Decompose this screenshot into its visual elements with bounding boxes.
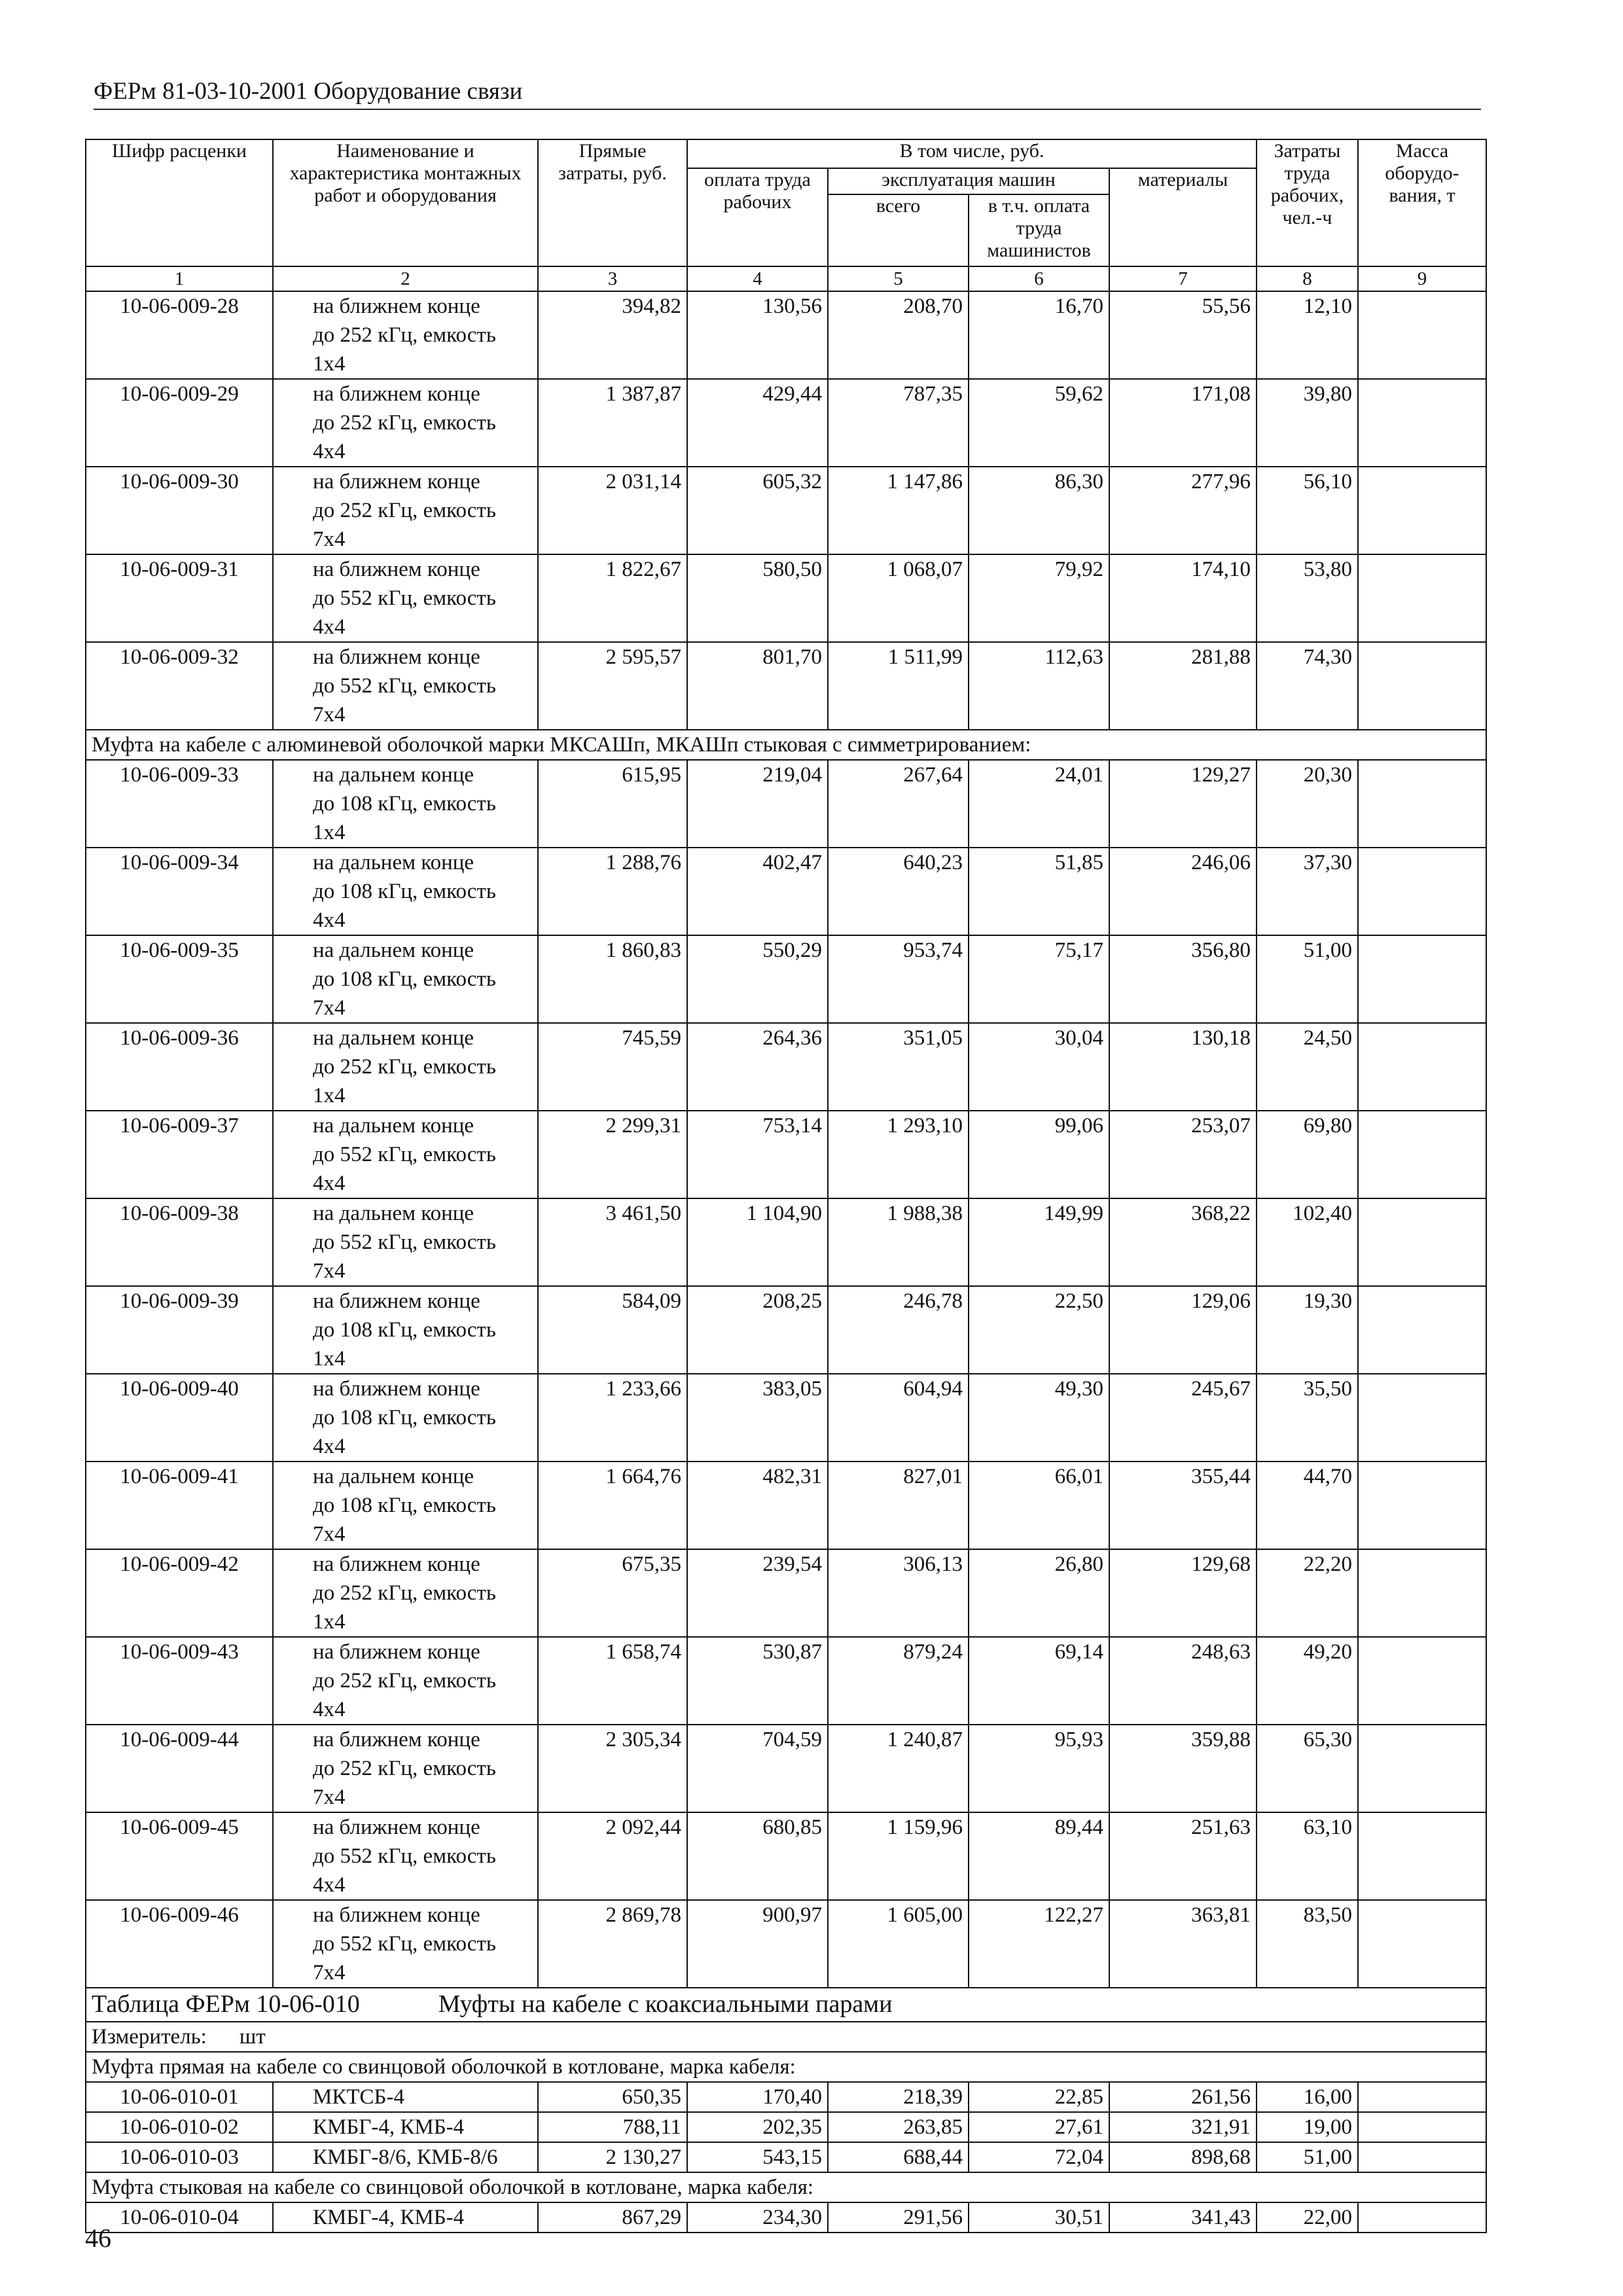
wages-cell: 170,40 (687, 2082, 828, 2112)
table-row (86, 1374, 1486, 1462)
machines-cell: 263,85 (828, 2112, 969, 2142)
header-wages: оплата труда рабочих (687, 168, 828, 266)
materials-cell: 898,68 (1109, 2142, 1257, 2172)
header-code: Шифр расценки (86, 139, 273, 266)
direct-costs-cell: 1 288,76 (538, 848, 687, 935)
machines-cell: 208,70 (828, 291, 969, 379)
materials-cell: 355,44 (1109, 1462, 1257, 1549)
wages-cell: 429,44 (687, 379, 828, 467)
rate-code-cell: 10-06-009-40 (86, 1374, 273, 1462)
rate-code-cell: 10-06-009-39 (86, 1286, 273, 1374)
materials-cell: 171,08 (1109, 379, 1257, 467)
labor-cell: 53,80 (1257, 554, 1358, 642)
table-row (86, 291, 1486, 379)
mass-cell (1358, 935, 1486, 1023)
machinist-wages-cell: 22,50 (969, 1286, 1109, 1374)
mass-cell (1358, 642, 1486, 730)
page-header (94, 76, 1481, 110)
rate-code-cell: 10-06-009-44 (86, 1725, 273, 1812)
header-machines: эксплуатация машин (828, 168, 1109, 194)
labor-cell: 51,00 (1257, 2142, 1358, 2172)
materials-cell: 281,88 (1109, 642, 1257, 730)
table-row (86, 935, 1486, 1023)
table-title-row (86, 1988, 1486, 2022)
measure-row (86, 2022, 1486, 2052)
wages-cell: 239,54 (687, 1549, 828, 1637)
mass-cell (1358, 1198, 1486, 1286)
wages-cell: 605,32 (687, 467, 828, 554)
mass-cell (1358, 1462, 1486, 1549)
machinist-wages-cell: 24,01 (969, 760, 1109, 848)
machines-cell: 306,13 (828, 1549, 969, 1637)
work-name-cell: на ближнем конце до 108 кГц, емкость 1х4 (273, 1286, 538, 1374)
labor-cell: 69,80 (1257, 1111, 1358, 1198)
machines-cell: 291,56 (828, 2202, 969, 2233)
machines-cell: 267,64 (828, 760, 969, 848)
mass-cell (1358, 291, 1486, 379)
labor-cell: 35,50 (1257, 1374, 1358, 1462)
mass-cell (1358, 467, 1486, 554)
mass-cell (1358, 2082, 1486, 2112)
table-row (86, 1637, 1486, 1725)
table-row (86, 2112, 1486, 2142)
mass-cell (1358, 1374, 1486, 1462)
header-direct-costs: Прямые затраты, руб. (538, 139, 687, 266)
machines-cell: 218,39 (828, 2082, 969, 2112)
direct-costs-cell: 1 860,83 (538, 935, 687, 1023)
labor-cell: 51,00 (1257, 935, 1358, 1023)
header-name: Наименование и характеристика монтажных работ и оборудования (273, 139, 538, 266)
wages-cell: 1 104,90 (687, 1198, 828, 1286)
table-row (86, 642, 1486, 730)
machinist-wages-cell: 49,30 (969, 1374, 1109, 1462)
rates-table (85, 139, 1487, 2233)
work-name-cell: на дальнем конце до 108 кГц, емкость 1х4 (273, 760, 538, 848)
table-row (86, 1111, 1486, 1198)
mass-cell (1358, 760, 1486, 848)
materials-cell: 174,10 (1109, 554, 1257, 642)
table-row (86, 760, 1486, 848)
machines-cell: 879,24 (828, 1637, 969, 1725)
labor-cell: 20,30 (1257, 760, 1358, 848)
wages-cell: 383,05 (687, 1374, 828, 1462)
work-name-cell: на ближнем конце до 108 кГц, емкость 4х4 (273, 1374, 538, 1462)
table-row (86, 2082, 1486, 2112)
machines-cell: 1 240,87 (828, 1725, 969, 1812)
machines-cell: 1 068,07 (828, 554, 969, 642)
machines-cell: 1 511,99 (828, 642, 969, 730)
wages-cell: 680,85 (687, 1812, 828, 1900)
wages-cell: 801,70 (687, 642, 828, 730)
table-row (86, 1900, 1486, 1988)
labor-cell: 39,80 (1257, 379, 1358, 467)
machinist-wages-cell: 30,51 (969, 2202, 1109, 2233)
direct-costs-cell: 1 387,87 (538, 379, 687, 467)
materials-cell: 368,22 (1109, 1198, 1257, 1286)
work-name-cell: на ближнем конце до 252 кГц, емкость 4х4 (273, 379, 538, 467)
machines-cell: 1 147,86 (828, 467, 969, 554)
machines-cell: 640,23 (828, 848, 969, 935)
wages-cell: 402,47 (687, 848, 828, 935)
machinist-wages-cell: 59,62 (969, 379, 1109, 467)
labor-cell: 44,70 (1257, 1462, 1358, 1549)
materials-cell: 248,63 (1109, 1637, 1257, 1725)
table-body (86, 291, 1486, 2233)
column-number: 2 (273, 266, 538, 291)
work-name-cell: на дальнем конце до 108 кГц, емкость 7х4 (273, 1462, 538, 1549)
work-name-cell: на ближнем конце до 552 кГц, емкость 4х4 (273, 1812, 538, 1900)
labor-cell: 37,30 (1257, 848, 1358, 935)
machinist-wages-cell: 22,85 (969, 2082, 1109, 2112)
labor-cell: 74,30 (1257, 642, 1358, 730)
work-name-cell: на ближнем конце до 252 кГц, емкость 1х4 (273, 291, 538, 379)
materials-cell: 130,18 (1109, 1023, 1257, 1111)
direct-costs-cell: 2 305,34 (538, 1725, 687, 1812)
rate-code-cell: 10-06-009-33 (86, 760, 273, 848)
direct-costs-cell: 745,59 (538, 1023, 687, 1111)
work-name-cell: КМБГ-4, КМБ-4 (273, 2112, 538, 2142)
column-number: 9 (1358, 266, 1486, 291)
work-name-cell: КМБГ-4, КМБ-4 (273, 2202, 538, 2233)
direct-costs-cell: 2 031,14 (538, 467, 687, 554)
table-row (86, 1286, 1486, 1374)
machines-cell: 1 293,10 (828, 1111, 969, 1198)
mass-cell (1358, 2112, 1486, 2142)
rate-code-cell: 10-06-010-03 (86, 2142, 273, 2172)
machines-cell: 688,44 (828, 2142, 969, 2172)
materials-cell: 277,96 (1109, 467, 1257, 554)
group-heading: Муфта стыковая на кабеле со свинцовой оболочкой в котловане, марка кабеля: (86, 2172, 1486, 2202)
group-heading-row (86, 2172, 1486, 2202)
direct-costs-cell: 1 822,67 (538, 554, 687, 642)
rate-code-cell: 10-06-009-35 (86, 935, 273, 1023)
materials-cell: 356,80 (1109, 935, 1257, 1023)
rate-code-cell: 10-06-009-37 (86, 1111, 273, 1198)
machinist-wages-cell: 26,80 (969, 1549, 1109, 1637)
rate-code-cell: 10-06-009-46 (86, 1900, 273, 1988)
machines-cell: 1 988,38 (828, 1198, 969, 1286)
wages-cell: 550,29 (687, 935, 828, 1023)
machines-cell: 1 605,00 (828, 1900, 969, 1988)
work-name-cell: на дальнем конце до 252 кГц, емкость 1х4 (273, 1023, 538, 1111)
wages-cell: 208,25 (687, 1286, 828, 1374)
machines-cell: 1 159,96 (828, 1812, 969, 1900)
labor-cell: 19,00 (1257, 2112, 1358, 2142)
header-labor: Затраты труда рабочих, чел.-ч (1257, 139, 1358, 266)
column-number: 3 (538, 266, 687, 291)
header-machinist-wages: в т.ч. оплата труда машинистов (969, 194, 1109, 266)
table-title-cell (86, 1988, 1486, 2022)
rate-code-cell: 10-06-010-01 (86, 2082, 273, 2112)
column-number: 4 (687, 266, 828, 291)
table-title: Муфты на кабеле с коаксиальными парами (438, 1990, 893, 2018)
machinist-wages-cell: 27,61 (969, 2112, 1109, 2142)
table-row (86, 379, 1486, 467)
machinist-wages-cell: 89,44 (969, 1812, 1109, 1900)
machines-cell: 953,74 (828, 935, 969, 1023)
rate-code-cell: 10-06-009-36 (86, 1023, 273, 1111)
table-row (86, 1725, 1486, 1812)
materials-cell: 129,68 (1109, 1549, 1257, 1637)
labor-cell: 49,20 (1257, 1637, 1358, 1725)
page-number: 46 (85, 2223, 111, 2253)
rate-code-cell: 10-06-009-41 (86, 1462, 273, 1549)
machinist-wages-cell: 149,99 (969, 1198, 1109, 1286)
machinist-wages-cell: 79,92 (969, 554, 1109, 642)
work-name-cell: МКТСБ-4 (273, 2082, 538, 2112)
work-name-cell: на дальнем конце до 108 кГц, емкость 7х4 (273, 935, 538, 1023)
header-mass: Масса оборудо-вания, т (1358, 139, 1486, 266)
header-including: В том числе, руб. (687, 139, 1257, 168)
materials-cell: 129,06 (1109, 1286, 1257, 1374)
rate-code-cell: 10-06-010-02 (86, 2112, 273, 2142)
table-id: Таблица ФЕРм 10-06-010 (92, 1990, 360, 2018)
mass-cell (1358, 1812, 1486, 1900)
column-numbers-row (86, 266, 1486, 291)
direct-costs-cell: 1 658,74 (538, 1637, 687, 1725)
measure-cell (86, 2022, 1486, 2052)
header-materials: материалы (1109, 168, 1257, 266)
rate-code-cell: 10-06-009-43 (86, 1637, 273, 1725)
labor-cell: 102,40 (1257, 1198, 1358, 1286)
table-row (86, 1462, 1486, 1549)
group-heading-row (86, 730, 1486, 760)
direct-costs-cell: 867,29 (538, 2202, 687, 2233)
measure-label: Измеритель: (92, 2025, 207, 2049)
machines-cell: 827,01 (828, 1462, 969, 1549)
direct-costs-cell: 2 130,27 (538, 2142, 687, 2172)
wages-cell: 543,15 (687, 2142, 828, 2172)
rate-code-cell: 10-06-009-29 (86, 379, 273, 467)
column-number: 8 (1257, 266, 1358, 291)
direct-costs-cell: 2 595,57 (538, 642, 687, 730)
group-heading: Муфта прямая на кабеле со свинцовой оболочкой в котловане, марка кабеля: (86, 2052, 1486, 2082)
materials-cell: 251,63 (1109, 1812, 1257, 1900)
column-number: 1 (86, 266, 273, 291)
direct-costs-cell: 3 461,50 (538, 1198, 687, 1286)
wages-cell: 130,56 (687, 291, 828, 379)
materials-cell: 341,43 (1109, 2202, 1257, 2233)
direct-costs-cell: 1 664,76 (538, 1462, 687, 1549)
group-heading-row (86, 2052, 1486, 2082)
table-row (86, 1812, 1486, 1900)
header-machines-total: всего (828, 194, 969, 266)
mass-cell (1358, 1725, 1486, 1812)
wages-cell: 264,36 (687, 1023, 828, 1111)
table-row (86, 1549, 1486, 1637)
machinist-wages-cell: 51,85 (969, 848, 1109, 935)
measure-unit: шт (239, 2025, 266, 2049)
work-name-cell: КМБГ-8/6, КМБ-8/6 (273, 2142, 538, 2172)
labor-cell: 65,30 (1257, 1725, 1358, 1812)
mass-cell (1358, 2142, 1486, 2172)
direct-costs-cell: 2 869,78 (538, 1900, 687, 1988)
mass-cell (1358, 1900, 1486, 1988)
wages-cell: 704,59 (687, 1725, 828, 1812)
mass-cell (1358, 848, 1486, 935)
machinist-wages-cell: 95,93 (969, 1725, 1109, 1812)
direct-costs-cell: 675,35 (538, 1549, 687, 1637)
materials-cell: 55,56 (1109, 291, 1257, 379)
labor-cell: 22,20 (1257, 1549, 1358, 1637)
wages-cell: 900,97 (687, 1900, 828, 1988)
document-title: ФЕРм 81-03-10-2001 Оборудование связи (94, 78, 523, 105)
materials-cell: 363,81 (1109, 1900, 1257, 1988)
wages-cell: 234,30 (687, 2202, 828, 2233)
materials-cell: 261,56 (1109, 2082, 1257, 2112)
table-row (86, 554, 1486, 642)
group-heading: Муфта на кабеле с алюминевой оболочкой марки МКСАШп, МКАШп стыковая с симметрированием: (86, 730, 1486, 760)
direct-costs-cell: 615,95 (538, 760, 687, 848)
work-name-cell: на ближнем конце до 552 кГц, емкость 4х4 (273, 554, 538, 642)
rate-code-cell: 10-06-009-31 (86, 554, 273, 642)
rate-code-cell: 10-06-009-30 (86, 467, 273, 554)
labor-cell: 63,10 (1257, 1812, 1358, 1900)
rate-code-cell: 10-06-009-42 (86, 1549, 273, 1637)
labor-cell: 16,00 (1257, 2082, 1358, 2112)
rate-code-cell: 10-06-009-45 (86, 1812, 273, 1900)
machinist-wages-cell: 86,30 (969, 467, 1109, 554)
labor-cell: 22,00 (1257, 2202, 1358, 2233)
materials-cell: 246,06 (1109, 848, 1257, 935)
table-row (86, 1023, 1486, 1111)
labor-cell: 12,10 (1257, 291, 1358, 379)
labor-cell: 83,50 (1257, 1900, 1358, 1988)
table-row (86, 467, 1486, 554)
wages-cell: 202,35 (687, 2112, 828, 2142)
machines-cell: 351,05 (828, 1023, 969, 1111)
machines-cell: 246,78 (828, 1286, 969, 1374)
mass-cell (1358, 2202, 1486, 2233)
work-name-cell: на ближнем конце до 552 кГц, емкость 7х4 (273, 1900, 538, 1988)
labor-cell: 24,50 (1257, 1023, 1358, 1111)
materials-cell: 245,67 (1109, 1374, 1257, 1462)
wages-cell: 580,50 (687, 554, 828, 642)
table-row (86, 1198, 1486, 1286)
table-row (86, 2142, 1486, 2172)
direct-costs-cell: 788,11 (538, 2112, 687, 2142)
mass-cell (1358, 1023, 1486, 1111)
machinist-wages-cell: 72,04 (969, 2142, 1109, 2172)
rate-code-cell: 10-06-009-32 (86, 642, 273, 730)
machinist-wages-cell: 75,17 (969, 935, 1109, 1023)
mass-cell (1358, 554, 1486, 642)
rate-code-cell: 10-06-009-34 (86, 848, 273, 935)
mass-cell (1358, 1549, 1486, 1637)
work-name-cell: на дальнем конце до 108 кГц, емкость 4х4 (273, 848, 538, 935)
direct-costs-cell: 650,35 (538, 2082, 687, 2112)
materials-cell: 253,07 (1109, 1111, 1257, 1198)
machinist-wages-cell: 122,27 (969, 1900, 1109, 1988)
mass-cell (1358, 379, 1486, 467)
column-number: 7 (1109, 266, 1257, 291)
rate-code-cell: 10-06-010-04 (86, 2202, 273, 2233)
work-name-cell: на ближнем конце до 252 кГц, емкость 4х4 (273, 1637, 538, 1725)
work-name-cell: на дальнем конце до 552 кГц, емкость 7х4 (273, 1198, 538, 1286)
wages-cell: 753,14 (687, 1111, 828, 1198)
machinist-wages-cell: 99,06 (969, 1111, 1109, 1198)
table-row (86, 2202, 1486, 2233)
direct-costs-cell: 1 233,66 (538, 1374, 687, 1462)
materials-cell: 359,88 (1109, 1725, 1257, 1812)
work-name-cell: на ближнем конце до 552 кГц, емкость 7х4 (273, 642, 538, 730)
labor-cell: 56,10 (1257, 467, 1358, 554)
materials-cell: 129,27 (1109, 760, 1257, 848)
direct-costs-cell: 394,82 (538, 291, 687, 379)
direct-costs-cell: 2 299,31 (538, 1111, 687, 1198)
rate-code-cell: 10-06-009-28 (86, 291, 273, 379)
direct-costs-cell: 584,09 (538, 1286, 687, 1374)
machinist-wages-cell: 66,01 (969, 1462, 1109, 1549)
work-name-cell: на дальнем конце до 552 кГц, емкость 4х4 (273, 1111, 538, 1198)
machinist-wages-cell: 112,63 (969, 642, 1109, 730)
column-number: 5 (828, 266, 969, 291)
materials-cell: 321,91 (1109, 2112, 1257, 2142)
mass-cell (1358, 1286, 1486, 1374)
wages-cell: 530,87 (687, 1637, 828, 1725)
machinist-wages-cell: 69,14 (969, 1637, 1109, 1725)
column-number: 6 (969, 266, 1109, 291)
work-name-cell: на ближнем конце до 252 кГц, емкость 7х4 (273, 1725, 538, 1812)
machinist-wages-cell: 30,04 (969, 1023, 1109, 1111)
direct-costs-cell: 2 092,44 (538, 1812, 687, 1900)
machinist-wages-cell: 16,70 (969, 291, 1109, 379)
labor-cell: 19,30 (1257, 1286, 1358, 1374)
wages-cell: 482,31 (687, 1462, 828, 1549)
work-name-cell: на ближнем конце до 252 кГц, емкость 1х4 (273, 1549, 538, 1637)
rate-code-cell: 10-06-009-38 (86, 1198, 273, 1286)
table-row (86, 848, 1486, 935)
mass-cell (1358, 1111, 1486, 1198)
work-name-cell: на ближнем конце до 252 кГц, емкость 7х4 (273, 467, 538, 554)
wages-cell: 219,04 (687, 760, 828, 848)
machines-cell: 787,35 (828, 379, 969, 467)
machines-cell: 604,94 (828, 1374, 969, 1462)
mass-cell (1358, 1637, 1486, 1725)
